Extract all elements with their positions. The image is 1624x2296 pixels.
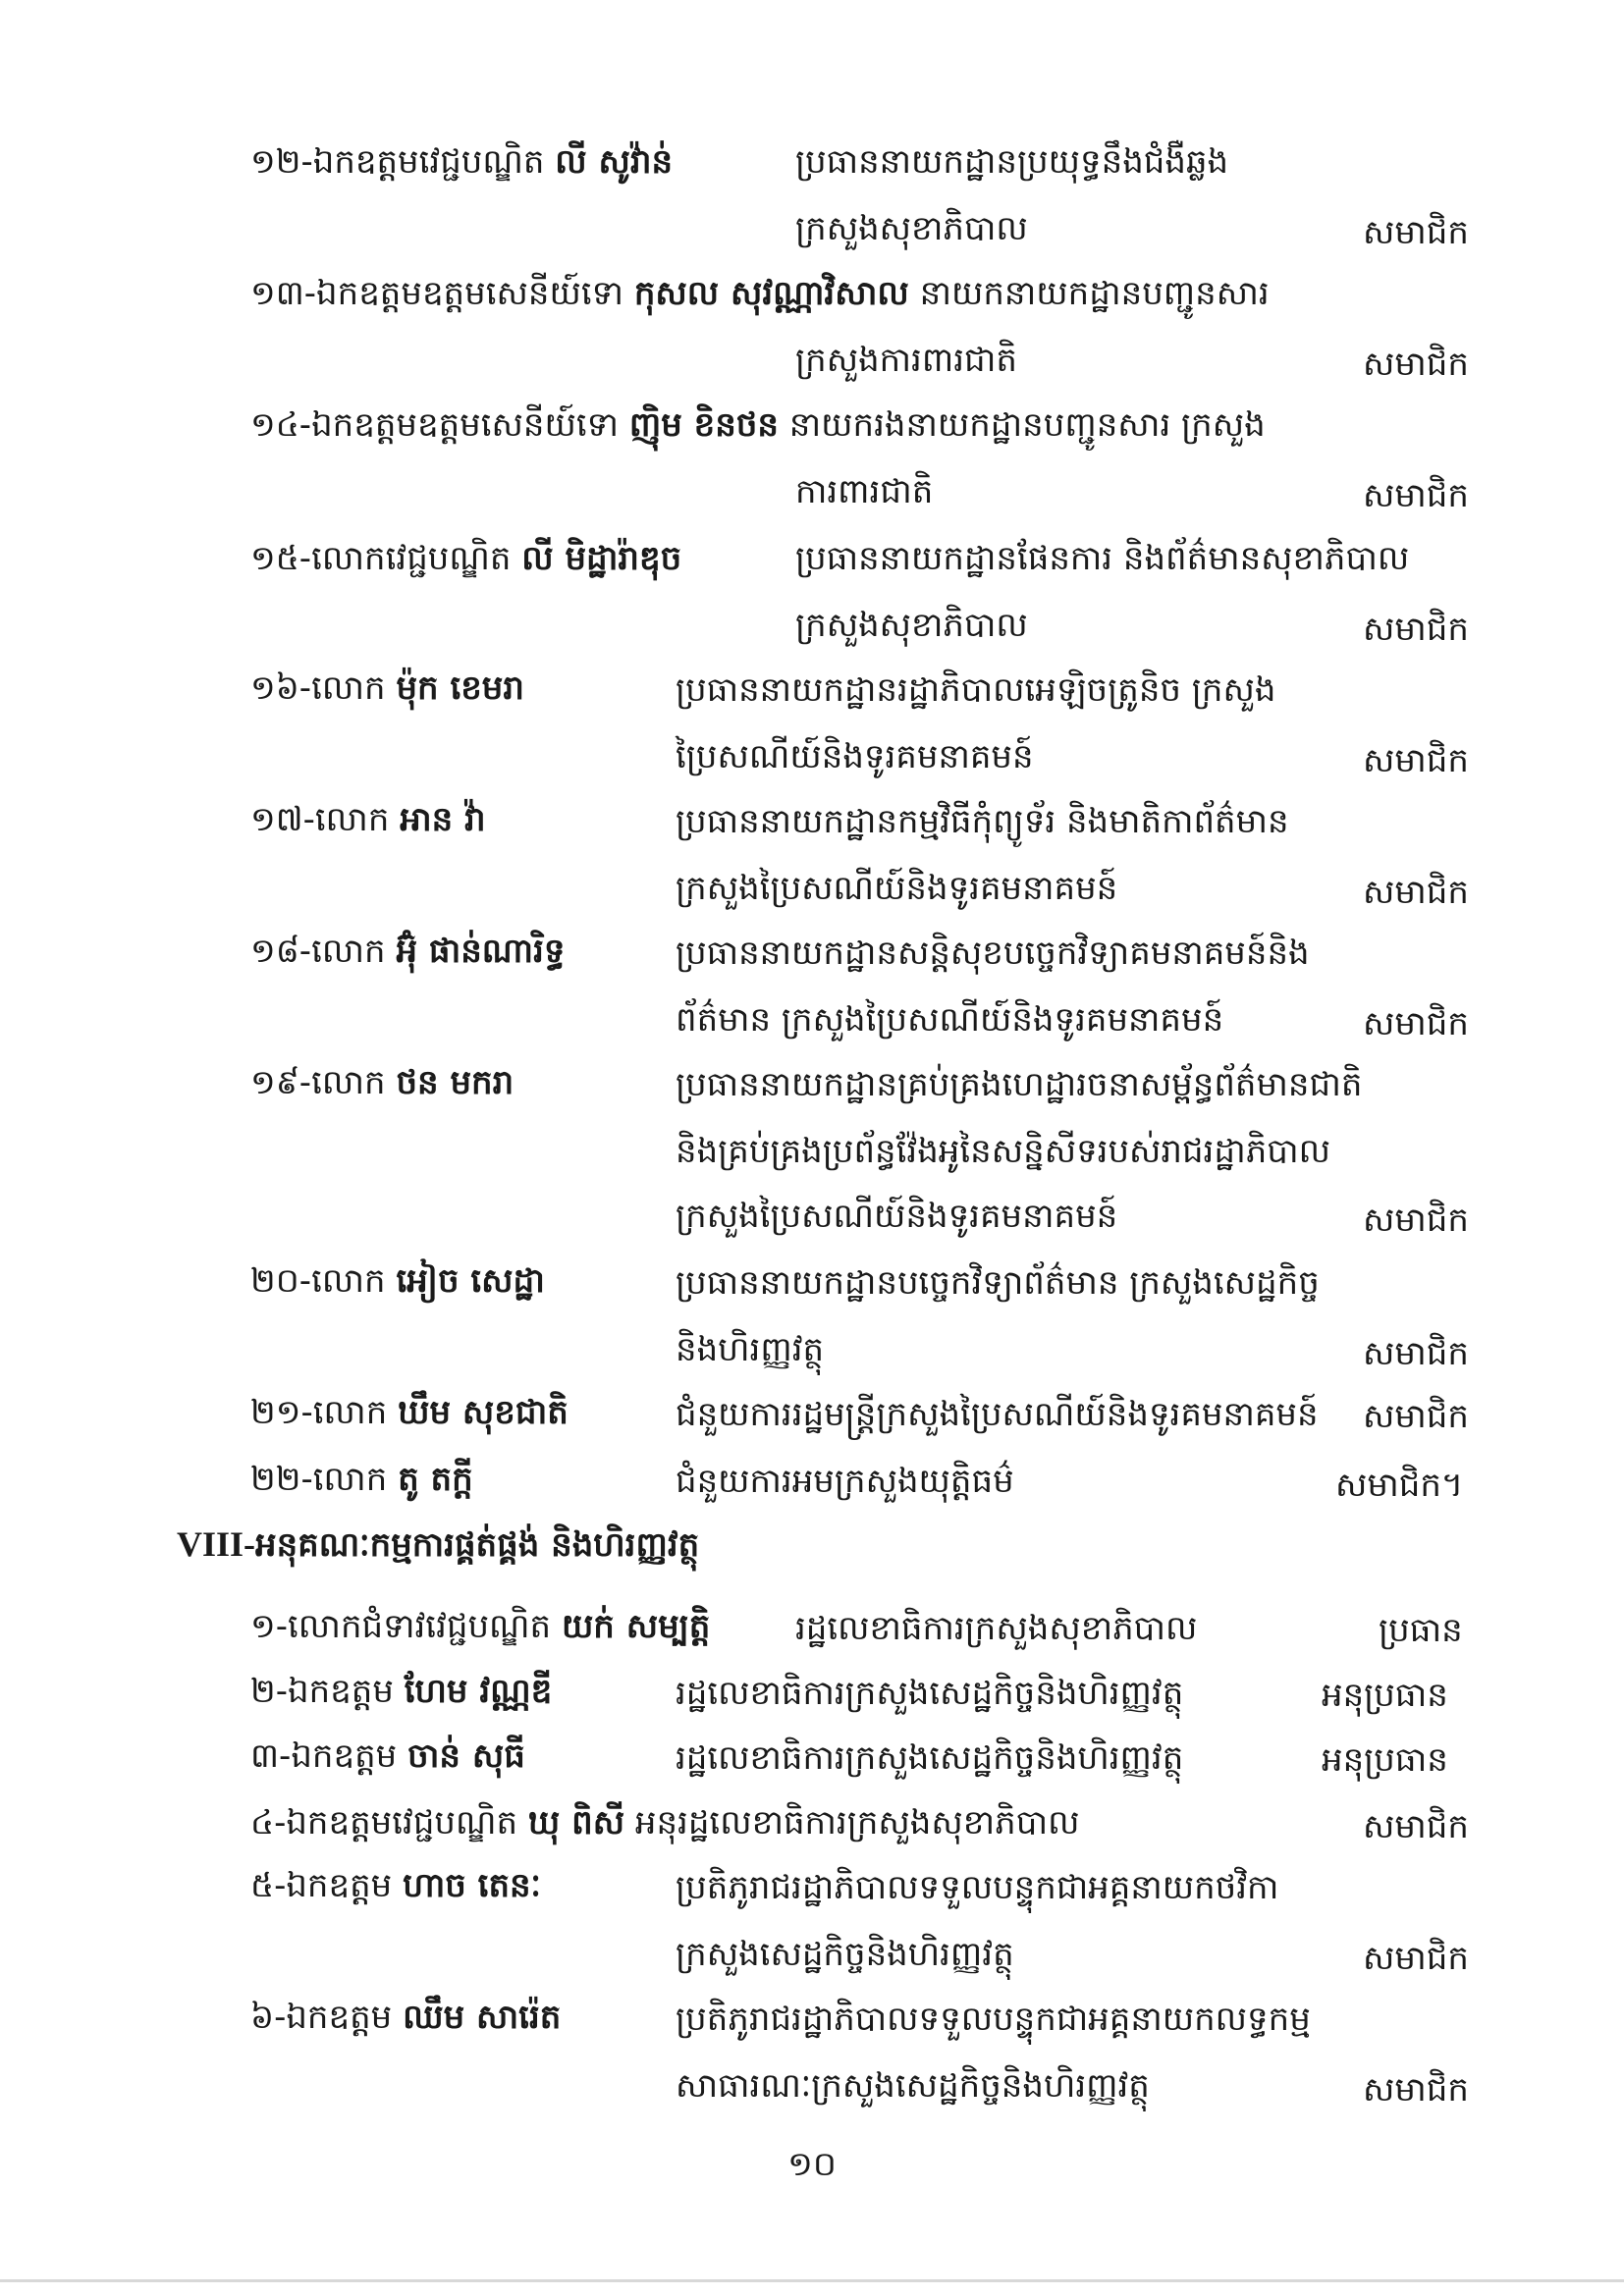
entry-name: ហាច តេនៈ — [403, 1866, 541, 1905]
entry-status: សមាជិក — [1363, 741, 1469, 780]
entry-number-title: ១៤-ឯកឧត្តមឧត្តមសេនីយ៍ទោ — [250, 405, 620, 445]
entry-name: ថន មករា — [396, 1063, 514, 1102]
entry-number-title: ៤-ឯកឧត្តមវេជ្ជបណ្ឌិត — [250, 1803, 518, 1842]
entry-number-title: ១៩-លោក — [250, 1063, 386, 1102]
entry-role: និងគ្រប់គ្រងប្រព័ន្ធវ៉ែងអូនៃសន្និសីទរបស់រាជរដ្ឋាភិបាល — [676, 1132, 1331, 1171]
entry-number-title: ១៣-ឯកឧត្តមឧត្តមសេនីយ៍ទោ — [250, 274, 623, 313]
entry-19-line-1 — [250, 1060, 514, 1105]
entry-name: យក់ សម្បត្តិ — [561, 1607, 711, 1646]
entry-20-line-1 — [250, 1258, 545, 1304]
entry-status: សមាជិក — [1363, 610, 1469, 649]
entry-role: ប្រធាននាយកដ្ឋានរដ្ឋាភិបាលអេឡិចត្រូនិច ក្រសួង — [676, 670, 1276, 710]
entry-b3-line-1 — [250, 1734, 525, 1779]
entry-name: អ៊ុំ ផាន់ណារិទ្ធ — [396, 932, 566, 971]
entry-role: ប្រតិភូរាជរដ្ឋាភិបាលទទួលបន្ទុកជាអគ្គនាយកលទ្ធកម្ម — [676, 2000, 1311, 2039]
entry-name: ចាន់ សុធី — [407, 1736, 525, 1776]
entry-role: ប្រតិភូរាជរដ្ឋាភិបាលទទួលបន្ទុកជាអគ្គនាយកថវិកា — [676, 1868, 1279, 1907]
entry-role: នាយករងនាយកដ្ឋានបញ្ជូនសារ ក្រសួង — [788, 405, 1266, 445]
entry-13-line-1 — [250, 271, 1270, 316]
entry-b5-line-1 — [250, 1863, 541, 1908]
entry-number-title: ៦-ឯកឧត្តម — [250, 1998, 393, 2037]
entry-status: ប្រធាន — [1379, 1611, 1463, 1650]
entry-name: ហែម វណ្ណឌី — [404, 1672, 553, 1711]
entry-status: សមាជិក — [1363, 1939, 1469, 1978]
entry-number-title: ២០-លោក — [250, 1261, 386, 1301]
entry-b6-line-1 — [250, 1995, 561, 2040]
entry-number-title: ១៦-លោក — [250, 668, 386, 708]
entry-name: លី មិដ្ឋារ៉ាឌុច — [521, 539, 682, 578]
entry-b1-line-1 — [250, 1604, 710, 1649]
entry-role: ប្រធាននាយកដ្ឋានប្រយុទ្ធនឹងជំងឺឆ្លង — [795, 142, 1229, 182]
entry-status: សមាជិក — [1363, 476, 1469, 515]
entry-role: រដ្ឋលេខាធិការក្រសួងសេដ្ឋកិច្ចនិងហិរញ្ញវត្ថុ — [676, 1674, 1184, 1713]
bottom-divider — [0, 2279, 1624, 2282]
entry-role: ក្រសួងប្រៃសណីយ៍និងទូរគមនាគមន៍ — [676, 869, 1118, 908]
entry-role: នាយកនាយកដ្ឋានបញ្ជូនសារ — [919, 274, 1270, 313]
entry-role: ក្រសួងការពារជាតិ — [795, 341, 1017, 380]
entry-status: សមាជិក — [1363, 345, 1469, 384]
entry-status: សមាជិក។ — [1335, 1466, 1464, 1505]
section-title: អនុគណៈកម្មការផ្គត់ផ្គង់ និងហិរញ្ញវត្ថុ — [255, 1525, 700, 1565]
entry-role: ប្រធាននាយកដ្ឋានផែនការ និងព័ត៌មានសុខាភិបាល — [795, 539, 1410, 578]
entry-role: អនុរដ្ឋលេខាធិការក្រសួងសុខាភិបាល — [634, 1803, 1080, 1842]
entry-status: សមាជិក — [1363, 1201, 1469, 1240]
section-roman-number: VIII- — [177, 1524, 256, 1564]
entry-16-line-1 — [250, 666, 524, 711]
entry-name: តូ តក្តី — [398, 1460, 473, 1499]
entry-b4-line-1 — [250, 1800, 1079, 1845]
entry-status: សមាជិក — [1363, 213, 1469, 252]
entry-name: ឈឹម សារ៉េត — [403, 1998, 562, 2037]
entry-role: និងហិរញ្ញវត្ថុ — [676, 1330, 825, 1369]
entry-role: ប្រធាននាយកដ្ឋានសន្តិសុខបច្ចេកវិទ្យាគមនាគមន៍និង — [676, 934, 1310, 973]
entry-status: អនុប្រធាន — [1322, 1740, 1448, 1780]
entry-21-line-1 — [250, 1390, 568, 1435]
entry-role: ជំនួយការរដ្ឋមន្ត្រីក្រសួងប្រៃសណីយ៍និងទូរគមនាគមន៍ — [676, 1395, 1319, 1434]
entry-number-title: ៥-ឯកឧត្តម — [250, 1866, 393, 1905]
entry-role: ប្រធាននាយកដ្ឋានគ្រប់គ្រងហេដ្ឋារចនាសម្ព័ន្ធព័ត៌មានជាតិ — [676, 1065, 1363, 1104]
entry-status: អនុប្រធាន — [1322, 1676, 1448, 1715]
entry-role: ក្រសួងប្រៃសណីយ៍និងទូរគមនាគមន៍ — [676, 1197, 1118, 1236]
entry-role: ព័ត៌មាន ក្រសួងប្រៃសណីយ៍និងទូរគមនាគមន៍ — [676, 1000, 1224, 1040]
entry-name: ញ៉ិម ខិនថន — [628, 405, 779, 445]
entry-role: ក្រសួងសុខាភិបាល — [795, 209, 1028, 248]
entry-name: ឃុ ពិសី — [527, 1803, 625, 1842]
entry-role: ប្រៃសណីយ៍និងទូរគមនាគមន៍ — [676, 737, 1034, 776]
entry-status: សមាជិក — [1363, 1807, 1469, 1846]
entry-role: ក្រសួងសុខាភិបាល — [795, 606, 1028, 645]
entry-number-title: ១៧-លោក — [250, 800, 390, 839]
entry-number-title: ១៥-លោកវេជ្ជបណ្ឌិត — [250, 539, 512, 578]
entry-name: ម៉ុក ខេមរា — [396, 668, 524, 708]
entry-name: ឃឹម សុខជាតិ — [398, 1393, 568, 1432]
page-number: ១០ — [787, 2145, 837, 2184]
entry-number-title: ២-ឯកឧត្តម — [250, 1672, 394, 1711]
entry-role: ប្រធាននាយកដ្ឋានកម្មវិធីកុំព្យូទ័រ និងមាតិកាព័ត៌មាន — [676, 802, 1289, 841]
entry-role: រដ្ឋលេខាធិការក្រសួងសេដ្ឋកិច្ចនិងហិរញ្ញវត្ថុ — [676, 1738, 1184, 1778]
entry-name: លី សូវ៉ាន់ — [555, 142, 674, 182]
entry-number-title: ២២-លោក — [250, 1460, 388, 1499]
entry-number-title: ១៨-លោក — [250, 932, 386, 971]
entry-17-line-1 — [250, 797, 486, 842]
entry-12-line-1 — [250, 139, 673, 185]
entry-role: រដ្ឋលេខាធិការក្រសួងសុខាភិបាល — [795, 1609, 1198, 1648]
entry-name: អៀច សេដ្ឋា — [396, 1261, 545, 1301]
entry-status: សមាជិក — [1363, 873, 1469, 912]
section-heading — [177, 1522, 699, 1568]
entry-22-line-1 — [250, 1457, 473, 1502]
entry-role: ការពារជាតិ — [795, 472, 934, 511]
entry-role: ក្រសួងសេដ្ឋកិច្ចនិងហិរញ្ញវត្ថុ — [676, 1935, 1014, 1974]
entry-b2-line-1 — [250, 1669, 552, 1714]
entry-role: ជំនួយការអមក្រសួងយុត្តិធម៌ — [676, 1462, 1014, 1501]
entry-15-line-1 — [250, 536, 681, 581]
entry-status: សមាជិក — [1363, 1004, 1469, 1043]
entry-name: អាន វ៉ា — [400, 800, 486, 839]
entry-role: សាធារណៈក្រសួងសេដ្ឋកិច្ចនិងហិរញ្ញវត្ថុ — [676, 2066, 1150, 2106]
entry-role: ប្រធាននាយកដ្ឋានបច្ចេកវិទ្យាព័ត៌មាន ក្រសួងសេដ្ឋកិច្ច — [676, 1263, 1320, 1303]
entry-14-line-1 — [250, 402, 1266, 448]
entry-number-title: ៣-ឯកឧត្តម — [250, 1736, 398, 1776]
entry-status: សមាជិក — [1363, 2070, 1469, 2109]
entry-number-title: ២១-លោក — [250, 1393, 388, 1432]
entry-18-line-1 — [250, 929, 565, 974]
entry-name: កុសល សុវណ្ណាវិសាល — [633, 274, 909, 313]
entry-number-title: ១២-ឯកឧត្តមវេជ្ជបណ្ឌិត — [250, 142, 545, 182]
entry-number-title: ១-លោកជំទាវវេជ្ជបណ្ឌិត — [250, 1607, 552, 1646]
entry-status: សមាជិក — [1363, 1334, 1469, 1373]
entry-status: សមាជិក — [1363, 1397, 1469, 1436]
